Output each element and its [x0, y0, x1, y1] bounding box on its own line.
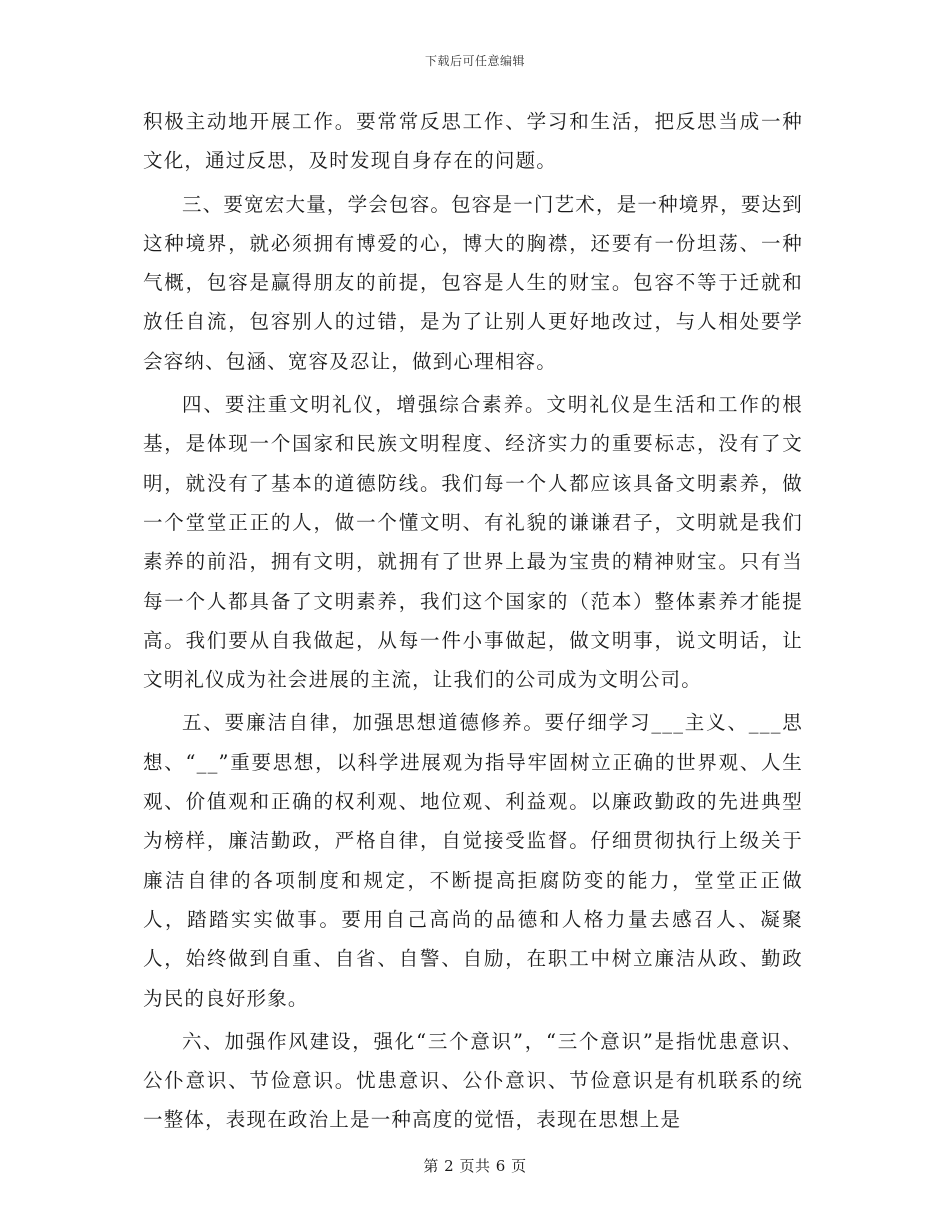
paragraph-2: 三、要宽宏大量，学会包容。包容是一门艺术，是一种境界，要达到这种境界，就必须拥有博爱的心，博大的胸襟，还要有一份坦荡、一种气概，包容是赢得朋友的前提，包容是人生的财宝。包容不等于迁就和放任自流，包容别人的过错，是为了让别人更好地改过，与人相处要学会容纳、包涵、宽容及忍让，做到心理相容。: [143, 192, 804, 373]
paragraph-4: 五、要廉洁自律，加强思想道德修养。要仔细学习___主义、___思想、“__”重要思想，以科学进展观为指导牢固树立正确的世界观、人生观、价值观和正确的权利观、地位观、利益观。以廉政勤政的先进典型为榜样，廉洁勤政，严格自律，自觉接受监督。仔细贯彻执行上级关于廉洁自律的各项制度和规定，不断提高拒腐防变的能力，堂堂正正做人，踏踏实实做事。要用自己高尚的品德和人格力量去感召人、凝聚人，始终做到自重、自省、自警、自励，在职工中树立廉洁从政、勤政为民的良好形象。: [143, 711, 803, 1010]
page-footer: 第 2 页共 6 页: [423, 1157, 527, 1175]
page-header: 下载后可任意编辑: [424, 54, 525, 68]
paragraph-5: 六、加强作风建设，强化“三个意识”，“三个意识”是指忧患意识、公仆意识、节俭意识。忧患意识、公仆意识、节俭意识是有机联系的统一整体，表现在政治上是一种高度的觉悟，表现在思想上是: [143, 1029, 803, 1132]
document-body: [143, 102, 803, 1140]
paragraph-3: 四、要注重文明礼仪，增强综合素养。文明礼仪是生活和工作的根基，是体现一个国家和民族文明程度、经济实力的重要标志，没有了文明，就没有了基本的道德防线。我们每一个人都应该具备文明素养，做一个堂堂正正的人，做一个懂文明、有礼貌的谦谦君子，文明就是我们素养的前沿，拥有文明，就拥有了世界上最为宝贵的精神财宝。只有当每一个人都具备了文明素养，我们这个国家的（范本）整体素养才能提高。我们要从自我做起，从每一件小事做起，做文明事，说文明话，让文明礼仪成为社会进展的主流，让我们的公司成为文明公司。: [143, 393, 803, 692]
paragraph-1: 积极主动地开展工作。要常常反思工作、学习和生活，把反思当成一种文化，通过反思，及时发现自身存在的问题。: [143, 110, 803, 173]
